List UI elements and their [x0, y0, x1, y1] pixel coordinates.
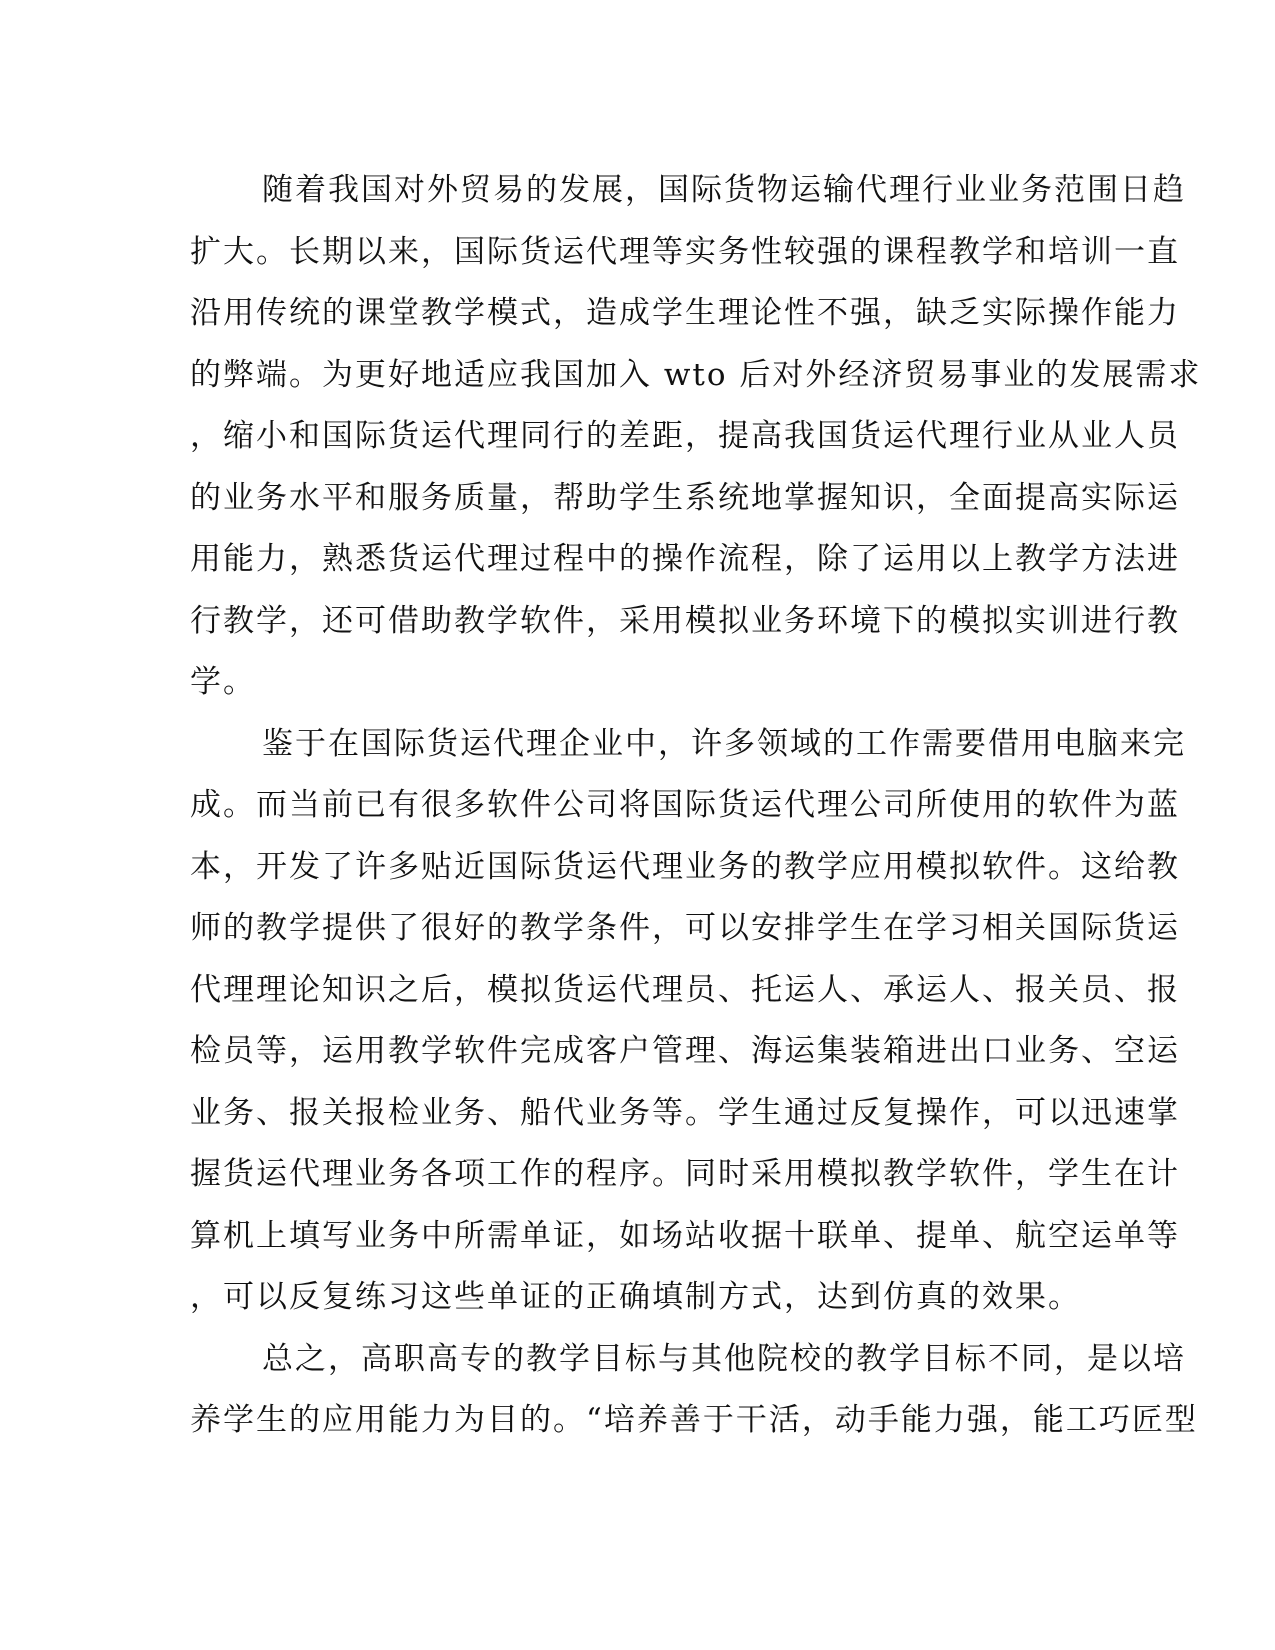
- text-line: 代理理论知识之后，模拟货运代理员、托运人、承运人、报关员、报: [190, 971, 1180, 1008]
- paragraph-1: [190, 160, 1202, 714]
- text-line: 握货运代理业务各项工作的程序。同时采用模拟教学软件，学生在计: [190, 1156, 1180, 1192]
- document-body: [190, 160, 1202, 1452]
- text-line: 鉴于在国际货运代理企业中，许多领域的工作需要借用电脑来完: [262, 725, 1186, 762]
- text-line: 随着我国对外贸易的发展，国际货物运输代理行业业务范围日趋: [262, 172, 1186, 208]
- text-line: 学。: [190, 664, 256, 700]
- text-line: 检员等，运用教学软件完成客户管理、海运集装箱进出口业务、空运: [190, 1033, 1180, 1069]
- text-line: 扩大。长期以来，国际货运代理等实务性较强的课程教学和培训一直: [190, 233, 1180, 270]
- text-line: 用能力，熟悉货运代理过程中的操作流程，除了运用以上教学方法进: [190, 541, 1180, 577]
- paragraph-3: [190, 1329, 1198, 1452]
- text-line: 养学生的应用能力为目的。“培养善于干活，动手能力强，能工巧匠型: [190, 1402, 1198, 1438]
- text-line: 行教学，还可借助教学软件，采用模拟业务环境下的模拟实训进行教: [190, 602, 1180, 639]
- text-line: 本，开发了许多贴近国际货运代理业务的教学应用模拟软件。这给教: [190, 848, 1180, 885]
- text-line: 的弊端。为更好地适应我国加入 wto 后对外经济贸易事业的发展需求: [190, 356, 1202, 393]
- text-line: ，可以反复练习这些单证的正确填制方式，达到仿真的效果。: [190, 1279, 1081, 1315]
- text-line: 总之，高职高专的教学目标与其他院校的教学目标不同，是以培: [262, 1340, 1186, 1377]
- text-line: 沿用传统的课堂教学模式，造成学生理论性不强，缺乏实际操作能力: [190, 295, 1180, 331]
- text-line: 业务、报关报检业务、船代业务等。学生通过反复操作，可以迅速掌: [190, 1094, 1180, 1131]
- paragraph-2: [190, 714, 1186, 1329]
- text-line: 的业务水平和服务质量，帮助学生系统地掌握知识，全面提高实际运: [190, 479, 1180, 516]
- text-line: 算机上填写业务中所需单证，如场站收据十联单、提单、航空运单等: [190, 1217, 1180, 1254]
- text-line: ，缩小和国际货运代理同行的差距，提高我国货运代理行业从业人员: [190, 418, 1180, 454]
- text-line: 成。而当前已有很多软件公司将国际货运代理公司所使用的软件为蓝: [190, 787, 1180, 823]
- text-line: 师的教学提供了很好的教学条件，可以安排学生在学习相关国际货运: [190, 910, 1180, 946]
